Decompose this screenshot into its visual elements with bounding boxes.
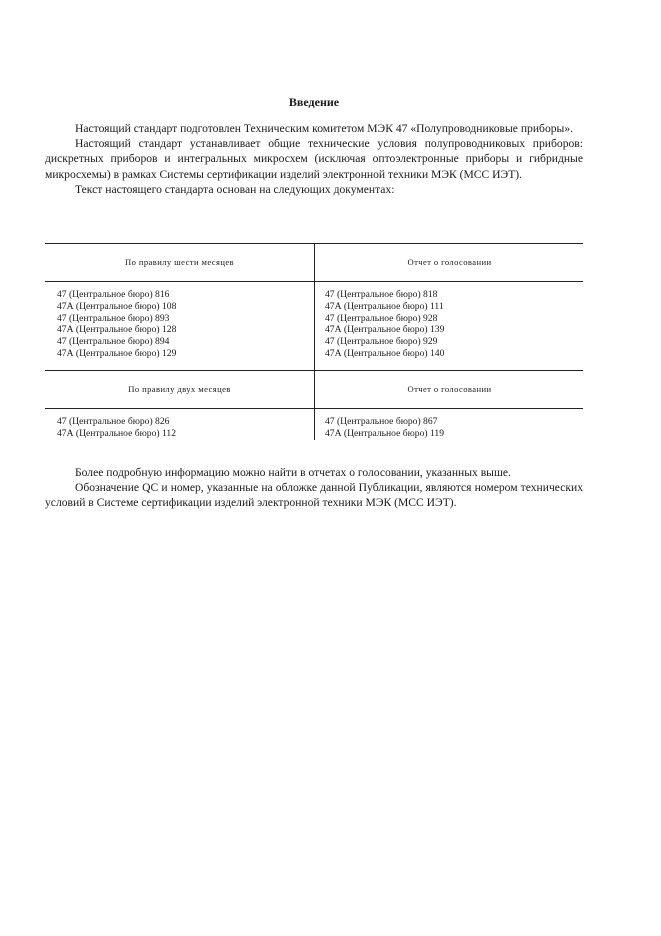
intro-paragraph-3: Текст настоящего стандарта основан на следующих документах: (75, 182, 395, 196)
table-cell: 47А (Центральное бюро) 128 (57, 324, 177, 336)
intro-paragraph-2: Настоящий стандарт устанавливает общие технические условия полупроводниковых приборов: дискретных приборов и интегральных микросхем (исключая оптоэлектронные приборы и гибридные микросхемы) в рамках Системы сертификации изделий электронной техники МЭК (МСС ИЭТ). (45, 137, 583, 181)
table-cell: 47А (Центральное бюро) 108 (57, 300, 177, 312)
intro-text (45, 121, 583, 197)
column-divider (314, 409, 315, 440)
table-cell: 47А (Центральное бюро) 112 (57, 427, 177, 439)
table-cell: 47А (Центральное бюро) 140 (325, 347, 445, 359)
table-body (45, 409, 583, 440)
table-column-rule (57, 416, 176, 440)
table-header-row (45, 243, 583, 282)
section-title: Введение (288, 95, 340, 109)
table-column-vote-report (325, 416, 444, 440)
table-header-rule: По правилу шести месяцев (124, 257, 235, 267)
table-body (45, 282, 583, 372)
intro-paragraph-1: Настоящий стандарт подготовлен Техническим комитетом МЭК 47 «Полупроводниковые приборы». (75, 122, 574, 135)
table-column-vote-report (325, 289, 444, 360)
documents-table-six-months (45, 243, 583, 372)
table-header-rule: По правилу двух месяцев (128, 384, 231, 394)
table-header-row (45, 370, 583, 409)
table-cell: 47 (Центральное бюро) 928 (325, 312, 438, 324)
table-cell: 47А (Центральное бюро) 139 (325, 324, 445, 336)
closing-paragraph-1: Более подробную информацию можно найти в отчетах о голосовании, указанных выше. (75, 466, 511, 479)
table-cell: 47 (Центральное бюро) 867 (325, 416, 438, 427)
table-cell: 47 (Центральное бюро) 894 (57, 336, 170, 348)
table-header-vote-report: Отчет о голосовании (407, 257, 492, 267)
closing-text (45, 465, 583, 511)
table-cell: 47 (Центральное бюро) 818 (325, 289, 438, 300)
column-divider (314, 282, 315, 372)
table-cell: 47 (Центральное бюро) 929 (325, 336, 438, 348)
table-cell: 47 (Центральное бюро) 816 (57, 289, 170, 300)
table-cell: 47 (Центральное бюро) 893 (57, 312, 170, 324)
table-header-vote-report: Отчет о голосовании (407, 384, 492, 394)
documents-table-two-months (45, 370, 583, 440)
table-cell: 47 (Центральное бюро) 826 (57, 416, 170, 427)
table-cell: 47А (Центральное бюро) 111 (325, 300, 444, 312)
table-column-rule (57, 289, 176, 360)
closing-paragraph-2: Обозначение QC и номер, указанные на обложке данной Публикации, являются номером технических условий в Системе сертификации изделий электронной техники МЭК (МСС ИЭТ). (45, 481, 583, 510)
table-cell: 47А (Центральное бюро) 129 (57, 347, 177, 359)
table-cell: 47А (Центральное бюро) 119 (325, 427, 445, 439)
